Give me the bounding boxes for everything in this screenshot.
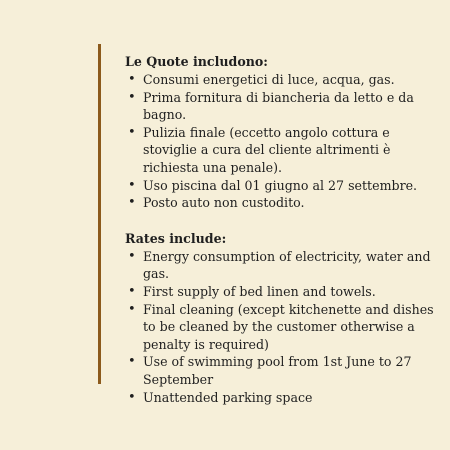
list-item: • Posto auto non custodito. [125,194,438,212]
list-item: • Unattended parking space [125,389,438,407]
list-item: • Prima fornitura di biancheria da letto e da bagno. [125,89,438,124]
english-includes-list [125,248,438,406]
english-section-title: Rates include: [125,230,227,246]
italian-includes-list [125,71,438,212]
list-item: • Uso piscina dal 01 giugno al 27 settembre. [125,177,438,195]
list-item: • Energy consumption of electricity, water and gas. [125,248,438,283]
italian-section-title: Le Quote includono: [125,54,268,69]
list-item: • Final cleaning (except kitchenette and dishes to be cleaned by the customer otherwise a penalty is required) [125,301,438,354]
list-item: • Pulizia finale (eccetto angolo cottura e stoviglie a cura del cliente altrimenti è richiesta una penale). [125,124,438,177]
rates-info-panel [98,44,438,405]
list-item: • Consumi energetici di luce, acqua, gas. [125,71,438,89]
section-spacer [125,212,438,230]
list-item: • Use of swimming pool from 1st June to 27 September [125,353,438,388]
list-item: • First supply of bed linen and towels. [125,283,438,301]
